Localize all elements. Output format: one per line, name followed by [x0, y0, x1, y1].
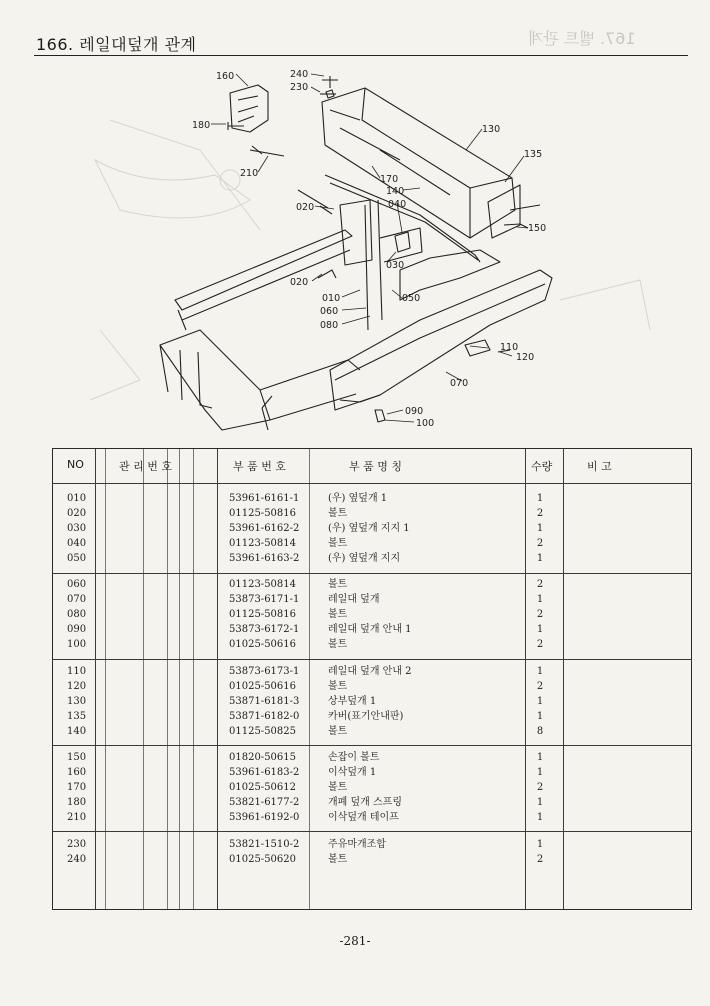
callout-135: 135 — [524, 149, 543, 160]
header-part-name: 부 품 명 칭 — [349, 460, 402, 473]
row-part-name: 상부덮개 1 — [328, 696, 377, 707]
callout-050: 050 — [402, 293, 421, 304]
row-no: 160 — [67, 767, 87, 778]
callout-160: 160 — [216, 71, 235, 82]
table-row — [53, 506, 691, 521]
row-no: 120 — [67, 681, 87, 692]
row-part-no: 53961-6162-2 — [229, 523, 300, 534]
table-row — [53, 536, 691, 551]
table-row — [53, 765, 691, 780]
row-part-no: 01025-50612 — [229, 782, 297, 793]
header-no: NO — [67, 458, 84, 471]
row-no: 030 — [67, 523, 87, 534]
row-part-no: 53961-6192-0 — [229, 812, 300, 823]
table-row — [53, 592, 691, 607]
row-part-no: 53961-6183-2 — [229, 767, 300, 778]
bleed-through-title: 167. 벨트 관계 — [528, 29, 636, 48]
row-part-no: 53873-6173-1 — [229, 666, 300, 677]
callout-150: 150 — [528, 223, 547, 234]
table-row — [53, 622, 691, 637]
row-part-name: 볼트 — [328, 538, 348, 549]
row-qty: 2 — [536, 538, 544, 549]
table-row — [53, 551, 691, 566]
row-qty: 2 — [536, 854, 544, 865]
callout-140: 140 — [386, 186, 405, 197]
row-qty: 1 — [536, 839, 544, 850]
callout-230: 230 — [290, 82, 309, 93]
table-row — [53, 780, 691, 795]
callout-030: 030 — [386, 260, 405, 271]
row-qty: 1 — [536, 666, 544, 677]
table-row — [53, 491, 691, 506]
row-part-name: 볼트 — [328, 579, 348, 590]
row-part-name: 볼트 — [328, 639, 348, 650]
row-no: 060 — [67, 579, 87, 590]
row-part-name: 레일대 덮개 — [328, 594, 380, 605]
table-row — [53, 664, 691, 679]
row-part-name: 카버(표기안내판) — [328, 711, 404, 722]
page-number: -281- — [339, 934, 371, 948]
row-part-name: 볼트 — [328, 508, 348, 519]
row-part-name: 볼트 — [328, 609, 348, 620]
callout-240: 240 — [290, 69, 309, 80]
row-part-no: 53873-6172-1 — [229, 624, 300, 635]
row-part-no: 01125-50825 — [229, 726, 297, 737]
row-no: 150 — [67, 752, 87, 763]
row-qty: 2 — [536, 609, 544, 620]
table-row — [53, 837, 691, 852]
row-part-no: 53871-6182-0 — [229, 711, 300, 722]
row-qty: 1 — [536, 812, 544, 823]
row-qty: 1 — [536, 696, 544, 707]
row-no: 180 — [67, 797, 87, 808]
row-part-no: 01123-50814 — [229, 579, 297, 590]
diagram-drawing — [0, 58, 710, 440]
row-qty: 1 — [536, 594, 544, 605]
header-rule — [53, 483, 691, 484]
row-part-name: (우) 옆덮개 1 — [328, 493, 388, 504]
title-underline — [34, 55, 688, 56]
group-rule — [53, 745, 691, 746]
row-qty: 1 — [536, 797, 544, 808]
row-part-name: 볼트 — [328, 726, 348, 737]
row-part-no: 01820-50615 — [229, 752, 297, 763]
row-no: 110 — [67, 666, 87, 677]
row-part-name: 레일대 덮개 안내 2 — [328, 666, 412, 677]
row-qty: 1 — [536, 767, 544, 778]
row-part-no: 01125-50816 — [229, 508, 297, 519]
callout-100: 100 — [416, 418, 435, 429]
row-qty: 1 — [536, 624, 544, 635]
row-part-name: (우) 옆덮개 지지 1 — [328, 523, 410, 534]
row-qty: 2 — [536, 681, 544, 692]
row-no: 080 — [67, 609, 87, 620]
table-row — [53, 679, 691, 694]
callout-120: 120 — [516, 352, 535, 363]
row-part-no: 53821-1510-2 — [229, 839, 300, 850]
row-no: 020 — [67, 508, 87, 519]
callout-210: 210 — [240, 168, 259, 179]
row-qty: 1 — [536, 711, 544, 722]
row-part-name: 이삭덮개 테이프 — [328, 812, 399, 823]
row-part-no: 01025-50616 — [229, 639, 297, 650]
row-part-name: 주유마개조합 — [328, 839, 386, 850]
row-qty: 2 — [536, 782, 544, 793]
row-no: 230 — [67, 839, 87, 850]
header-remarks: 비 고 — [587, 460, 612, 473]
callout-080: 080 — [320, 320, 339, 331]
exploded-parts-diagram — [0, 58, 710, 440]
row-no: 100 — [67, 639, 87, 650]
table-row — [53, 724, 691, 739]
callout-090: 090 — [405, 406, 424, 417]
row-qty: 2 — [536, 639, 544, 650]
table-row — [53, 795, 691, 810]
row-qty: 2 — [536, 508, 544, 519]
table-row — [53, 607, 691, 622]
row-part-name: 이삭덮개 1 — [328, 767, 377, 778]
table-row — [53, 577, 691, 592]
row-part-name: 볼트 — [328, 854, 348, 865]
callout-070: 070 — [450, 378, 469, 389]
row-no: 170 — [67, 782, 87, 793]
row-qty: 1 — [536, 493, 544, 504]
group-rule — [53, 573, 691, 574]
table-row — [53, 521, 691, 536]
row-no: 010 — [67, 493, 87, 504]
row-no: 240 — [67, 854, 87, 865]
row-qty: 1 — [536, 752, 544, 763]
group-rule — [53, 659, 691, 660]
row-no: 135 — [67, 711, 87, 722]
table-row — [53, 637, 691, 652]
callout-180: 180 — [192, 120, 211, 131]
row-part-no: 53871-6181-3 — [229, 696, 300, 707]
row-part-name: (우) 옆덮개 지지 — [328, 553, 401, 564]
callout-010: 010 — [322, 293, 341, 304]
row-part-no: 53961-6163-2 — [229, 553, 300, 564]
row-no: 070 — [67, 594, 87, 605]
parts-table — [52, 448, 692, 910]
row-part-name: 볼트 — [328, 782, 348, 793]
group-rule — [53, 831, 691, 832]
row-no: 130 — [67, 696, 87, 707]
row-no: 140 — [67, 726, 87, 737]
row-part-no: 53873-6171-1 — [229, 594, 300, 605]
row-part-no: 01025-50620 — [229, 854, 297, 865]
header-control-no: 관 리 번 호 — [119, 460, 172, 473]
row-qty: 8 — [536, 726, 544, 737]
callout-170: 170 — [380, 174, 399, 185]
callout-040: 040 — [388, 199, 407, 210]
row-part-no: 01125-50816 — [229, 609, 297, 620]
row-part-no: 53821-6177-2 — [229, 797, 300, 808]
row-part-name: 레일대 덮개 안내 1 — [328, 624, 412, 635]
callout-110: 110 — [500, 342, 519, 353]
header-qty: 수량 — [531, 460, 553, 473]
callout-060: 060 — [320, 306, 339, 317]
row-qty: 1 — [536, 553, 544, 564]
row-part-name: 손잡이 볼트 — [328, 752, 380, 763]
table-row — [53, 694, 691, 709]
row-part-no: 01025-50616 — [229, 681, 297, 692]
row-part-no: 01123-50814 — [229, 538, 297, 549]
callout-020-upper: 020 — [296, 202, 315, 213]
row-part-no: 53961-6161-1 — [229, 493, 300, 504]
table-row — [53, 810, 691, 825]
row-no: 050 — [67, 553, 87, 564]
table-row — [53, 750, 691, 765]
row-no: 090 — [67, 624, 87, 635]
row-qty: 1 — [536, 523, 544, 534]
row-part-name: 볼트 — [328, 681, 348, 692]
header-part-no: 부 품 번 호 — [233, 460, 286, 473]
page-title: 166. 레일대덮개 관계 — [36, 35, 197, 54]
callout-130: 130 — [482, 124, 501, 135]
callout-020-lower: 020 — [290, 277, 309, 288]
row-part-name: 개폐 덮개 스프링 — [328, 797, 402, 808]
row-qty: 2 — [536, 579, 544, 590]
row-no: 040 — [67, 538, 87, 549]
table-row — [53, 709, 691, 724]
table-row — [53, 852, 691, 867]
row-no: 210 — [67, 812, 87, 823]
